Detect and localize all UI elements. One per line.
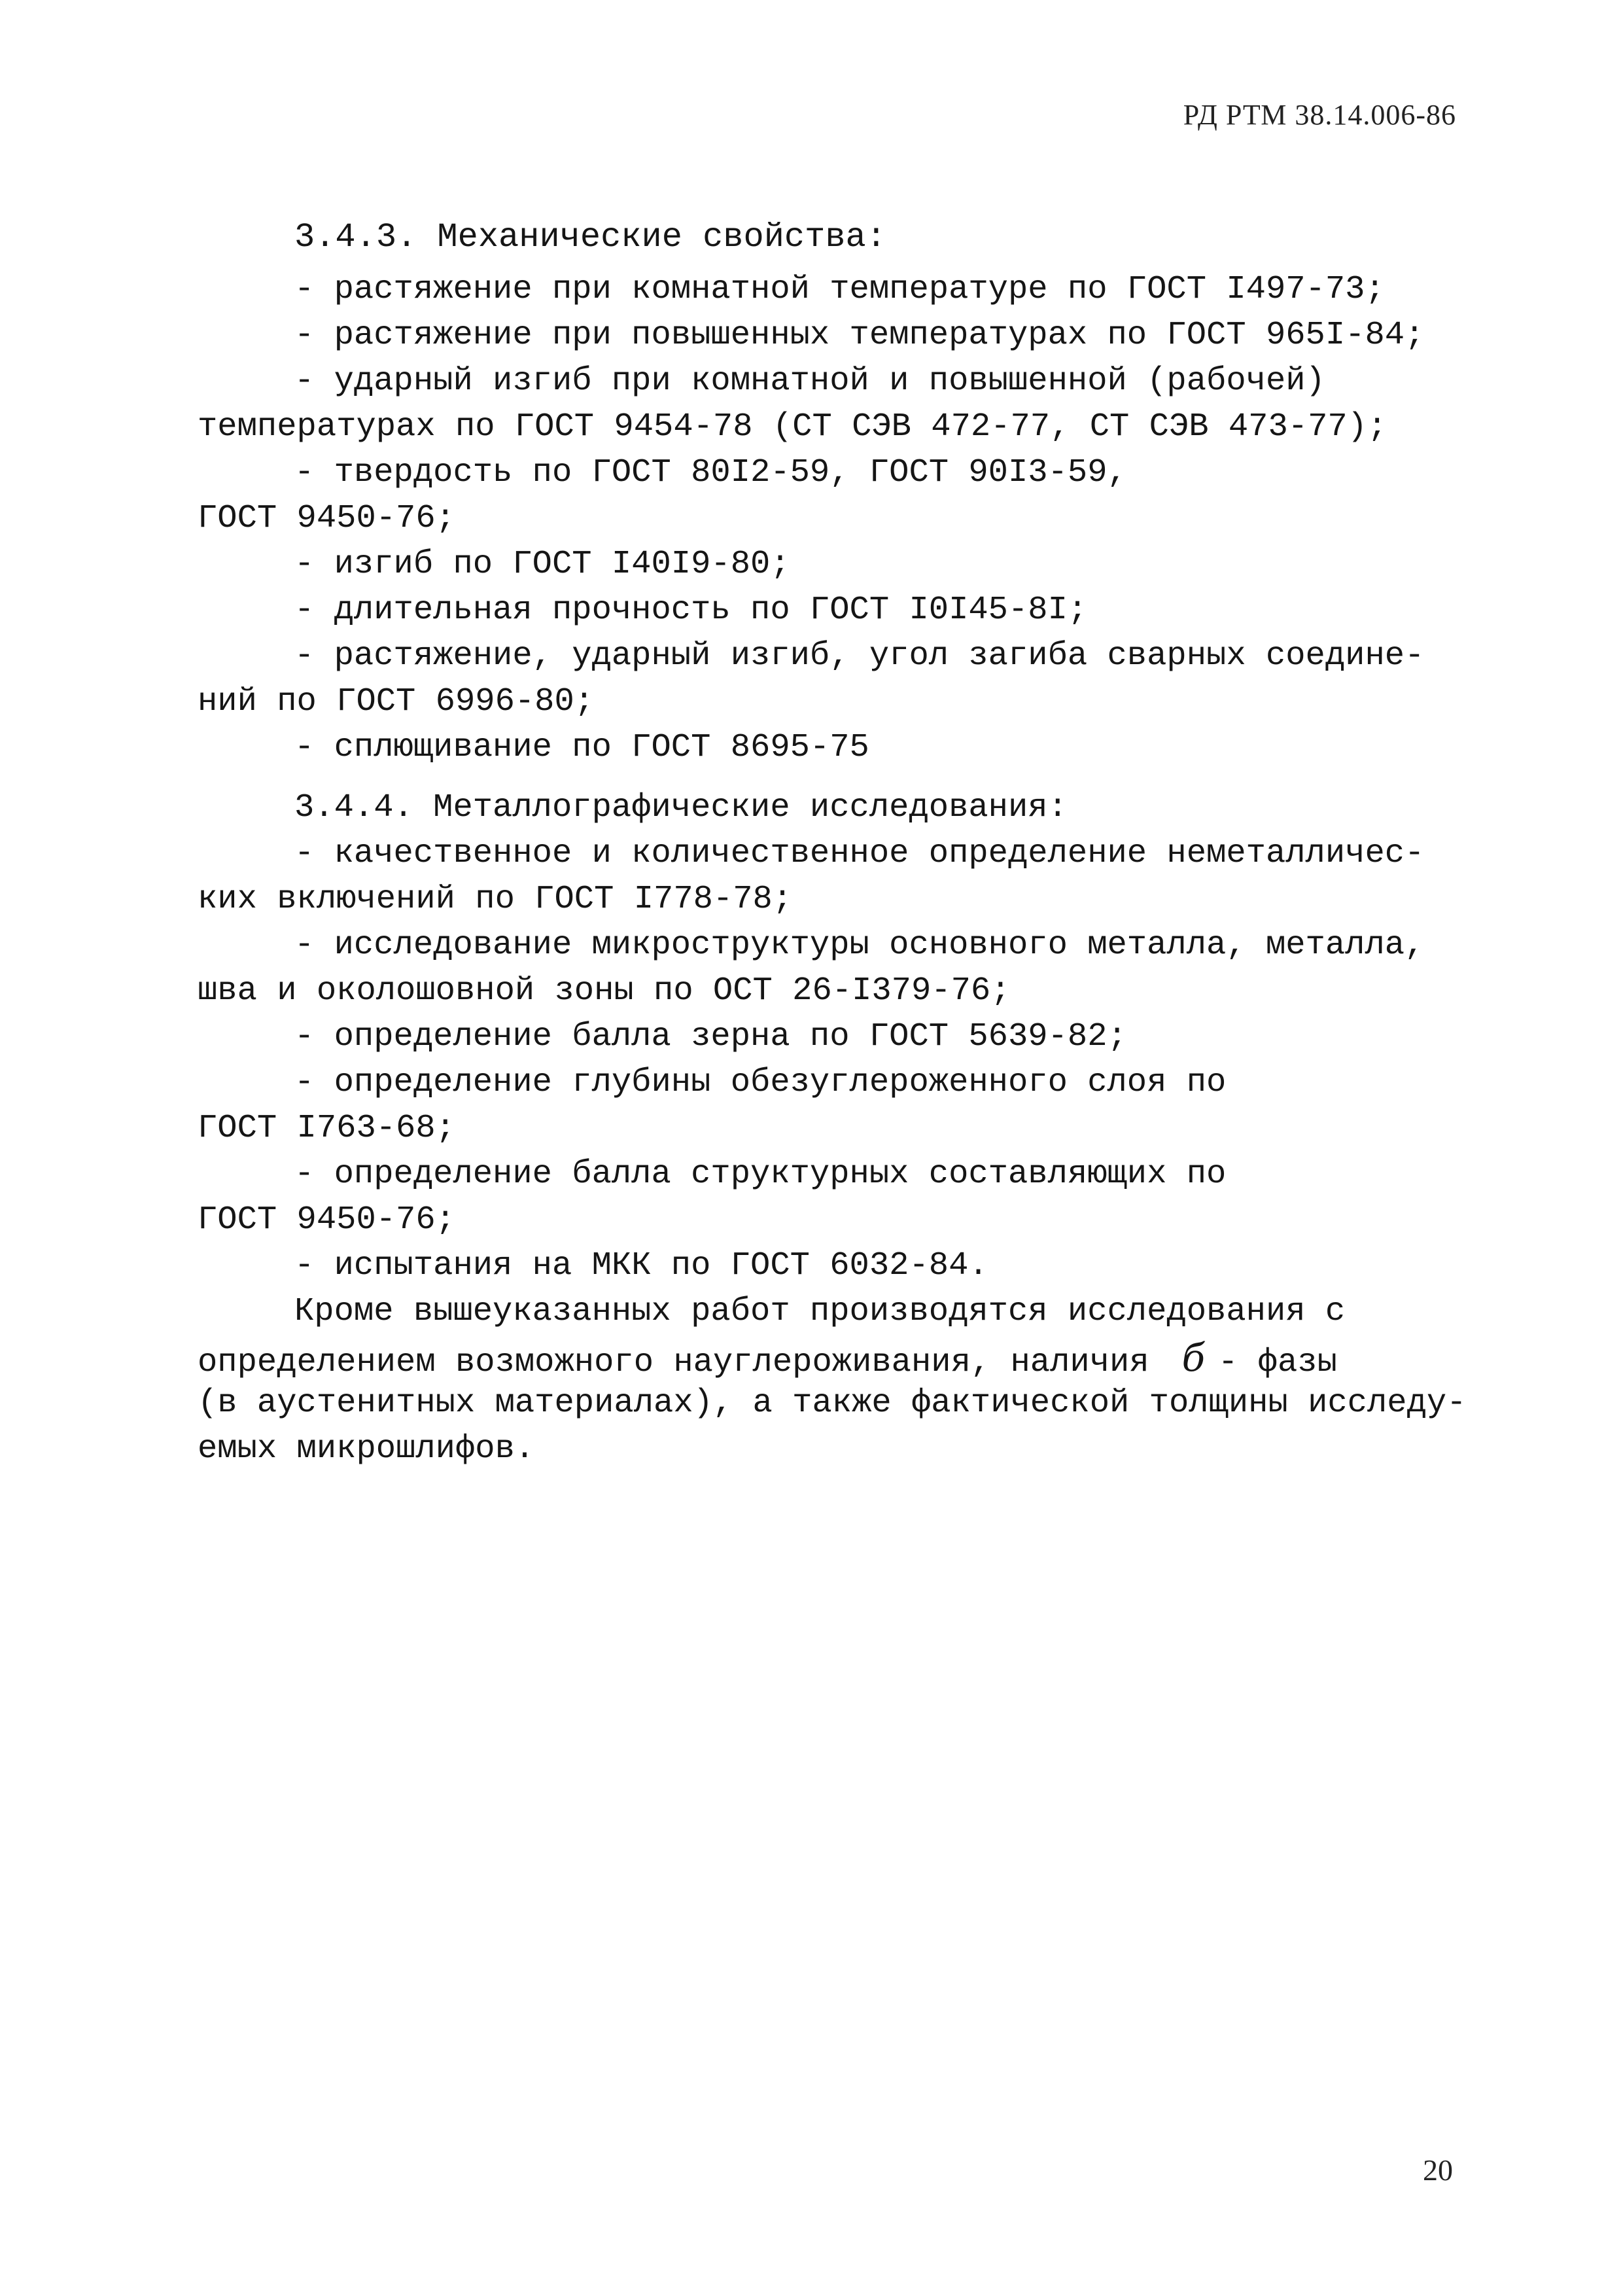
section-gap <box>198 771 1440 785</box>
list-item: - изгиб по ГОСТ I40I9-80; <box>294 546 790 583</box>
closing-paragraph-line <box>198 1335 1440 1381</box>
closing-paragraph-line: емых микрошлифов. <box>198 1430 535 1468</box>
list-item-continuation: ГОСТ 9450-76; <box>198 1201 455 1239</box>
list-item-continuation: ГОСТ 9450-76; <box>198 500 455 537</box>
list-item: - сплющивание по ГОСТ 8695-75 <box>294 729 869 766</box>
closing-text-end: - фазы <box>1218 1344 1337 1381</box>
list-item-continuation: ний по ГОСТ 6996-80; <box>198 683 595 720</box>
list-item: - определение глубины обезуглероженного слоя по <box>294 1064 1227 1101</box>
list-item-continuation: шва и околошовной зоны по ОСТ 26-I379-76; <box>198 972 1011 1010</box>
list-item: - длительная прочность по ГОСТ I0I45-8I; <box>294 592 1088 629</box>
list-item-continuation: ГОСТ I763-68; <box>198 1110 455 1147</box>
closing-paragraph-line: (в аустенитных материалах), а также фактической толщины исследу- <box>198 1385 1467 1422</box>
list-item: - растяжение при комнатной температуре по ГОСТ I497-73; <box>294 271 1385 308</box>
closing-text-start: определением возможного науглероживания, наличия <box>198 1344 1149 1381</box>
list-item: - испытания на МКК по ГОСТ 6032-84. <box>294 1247 988 1284</box>
list-item: - определение балла структурных составляющих по <box>294 1156 1227 1193</box>
list-item: - твердость по ГОСТ 80I2-59, ГОСТ 90I3-59, <box>294 454 1127 491</box>
list-item: - определение балла зерна по ГОСТ 5639-82; <box>294 1018 1127 1055</box>
document-body <box>198 208 1467 1472</box>
list-item: - растяжение, ударный изгиб, угол загиба сварных соедине- <box>294 637 1425 675</box>
page-number: 20 <box>1423 2153 1453 2187</box>
list-item: - исследование микроструктуры основного металла, металла, <box>294 927 1425 964</box>
list-item: - качественное и количественное определение неметалличес- <box>294 835 1425 872</box>
list-item: - растяжение при повышенных температурах по ГОСТ 965I-84; <box>294 317 1425 354</box>
section-heading-metallography: 3.4.4. Металлографические исследования: <box>294 789 1068 826</box>
sigma-phase-symbol: б <box>1181 1335 1206 1380</box>
list-item: - ударный изгиб при комнатной и повышенной (рабочей) <box>294 362 1325 400</box>
list-item-continuation: ких включений по ГОСТ I778-78; <box>198 881 793 918</box>
closing-paragraph-line: Кроме вышеуказанных работ производятся исследования с <box>294 1293 1346 1330</box>
document-code: РД РТМ 38.14.006-86 <box>1183 99 1456 131</box>
list-item-continuation: температурах по ГОСТ 9454-78 (СТ СЭВ 472-77, СТ СЭВ 473-77); <box>198 408 1387 446</box>
section-heading-mechanical-properties: 3.4.3. Механические свойства: <box>294 218 886 256</box>
